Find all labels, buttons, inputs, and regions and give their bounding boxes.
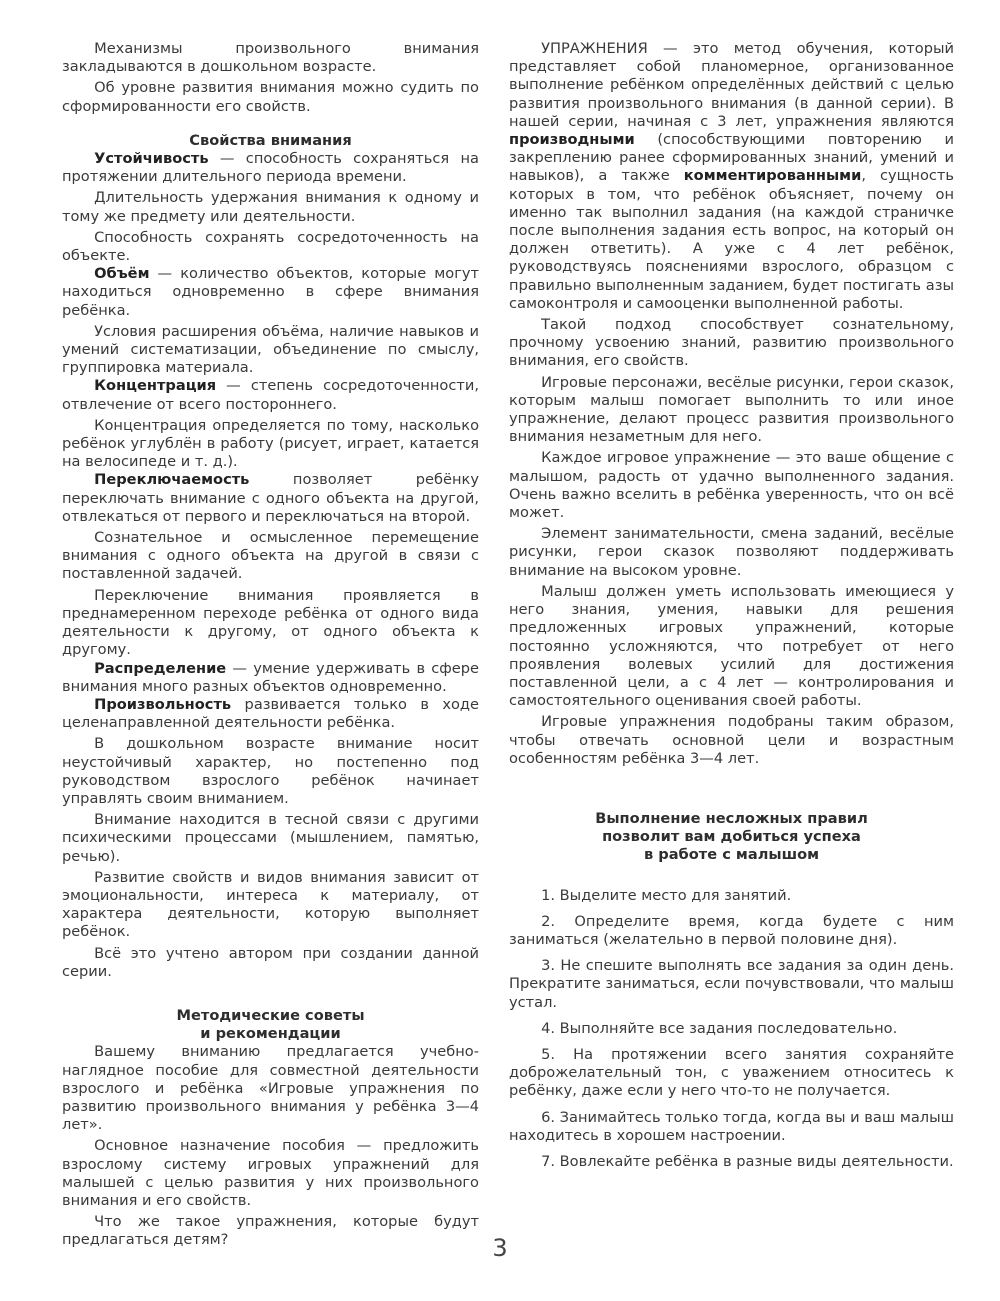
term: Распределение: [94, 659, 227, 677]
paragraph: Концентрация определяется по тому, насколько ребёнок углублён в работу (рисует, играет, катается на велосипеде и т. д.).: [62, 416, 479, 471]
list-item: 5. На протяжении всего занятия сохраняйте доброжелательный тон, с уважением относитесь к ребёнку, даже если у него что-то не получается.: [509, 1045, 954, 1100]
paragraph: УПРАЖНЕНИЯ — это метод обучения, который представляет собой планомерное, организованное выполнение ребёнком определённых действий с целью развития произвольного внимания (в данной серии). В нашей серии, начиная с 3 лет, упражнения являются производными (способствующими повторению и закреплению ранее сформированных знаний, умений и навыков), а также комментированными, сущность которых в том, что ребёнок объясняет, почему он именно так выполнил задания (на каждой страничке после выполнения задания есть вопрос, на который он должен ответить). А уже с 4 лет ребёнок, руководствуясь пояснениями взрослого, образцом с правильно выполненным заданием, будет постигать азы самоконтроля и самооценки выполненной работы.: [509, 40, 955, 312]
list-item: 3. Не спешите выполнять все задания за один день. Прекратите заниматься, если почувствовали, что малыш устал.: [509, 957, 954, 1011]
paragraph: Концентрация — степень сосредоточенности, отвлечение от всего постороннего.: [62, 377, 479, 413]
right-column: [509, 40, 954, 1179]
left-column: [62, 40, 479, 1250]
paragraph: Внимание находится в тесной связи с другими психическими процессами (мышлением, памятью, речью).: [62, 811, 479, 865]
paragraph: Всё это учтено автором при создании данной серии.: [62, 944, 479, 980]
list-item: 2. Определите время, когда будете с ним заниматься (желательно в первой половине дня).: [509, 912, 954, 948]
list-item: 6. Занимайтесь только тогда, когда вы и ваш малыш находитесь в хорошем настроении.: [509, 1108, 954, 1144]
paragraph: Сознательное и осмысленное перемещение внимания с одного объекта на другой в связи с поставленной задачей.: [62, 529, 479, 583]
term: комментированными: [683, 167, 862, 185]
section-heading: Методические советы и рекомендации: [176, 1006, 365, 1043]
paragraph: Объём — количество объектов, которые могут находиться одновременно в сфере внимания ребёнка.: [62, 265, 479, 319]
term: Устойчивость: [94, 150, 209, 168]
page-number: 3: [492, 1234, 508, 1262]
list-item: 7. Вовлекайте ребёнка в разные виды деятельности.: [541, 1152, 954, 1170]
term: производными: [509, 131, 635, 149]
paragraph: Игровые персонажи, весёлые рисунки, герои сказок, которым малыш помогает выполнить то или иное упражнение, делают процесс развития произвольного внимания незаметным для него.: [509, 373, 954, 446]
paragraph: Каждое игровое упражнение — это ваше общение с малышом, радость от удачно выполненного задания. Очень важно вселить в ребёнка уверенность, что он всё может.: [509, 449, 954, 522]
paragraph: В дошкольном возрасте внимание носит неустойчивый характер, но постепенно под руководством взрослого ребёнок начинает управлять своим вниманием.: [62, 735, 479, 807]
paragraph: Переключаемость позволяет ребёнку переключать внимание с одного объекта на другой, отвлекаться от первого и переключаться на второй.: [62, 471, 479, 525]
paragraph: Устойчивость — способность сохраняться на протяжении длительного периода времени.: [62, 150, 479, 186]
paragraph: Распределение — умение удерживать в сфере внимания много разных объектов одновременно.: [62, 659, 479, 695]
term: Объём: [94, 265, 150, 283]
term: Концентрация: [94, 377, 217, 395]
paragraph: Способность сохранять сосредоточенность на объекте.: [62, 228, 479, 265]
paragraph: Механизмы произвольного внимания закладываются в дошкольном возрасте.: [62, 40, 479, 76]
paragraph: Переключение внимания проявляется в преднамеренном переходе ребёнка от одного вида деятельности к другому, от одного объекта к другому.: [62, 586, 479, 659]
paragraph: Игровые упражнения подобраны таким образом, чтобы отвечать основной цели и возрастным особенностям ребёнка 3—4 лет.: [509, 713, 954, 767]
term: Произвольность: [94, 695, 232, 713]
paragraph: Малыш должен уметь использовать имеющиеся у него знания, умения, навыки для решения предложенных игровых упражнений, которые постоянно усложняются, что потребует от него проявления волевых усилий для достижения поставленной цели, а с 4 лет — контролирования и самостоятельного оценивания своей работы.: [509, 582, 954, 710]
paragraph: Что же такое упражнения, которые будут предлагаться детям?: [62, 1213, 479, 1249]
paragraph: Основное назначение пособия — предложить взрослому систему игровых упражнений для малышей с целью развития у них произвольного внимания и его свойств.: [62, 1137, 479, 1209]
list-item: 1. Выделите место для занятий.: [541, 886, 792, 904]
paragraph: Произвольность развивается только в ходе целенаправленной деятельности ребёнка.: [62, 695, 479, 732]
section-heading: Свойства внимания: [189, 131, 352, 149]
rules-list: [509, 887, 954, 1172]
term: Переключаемость: [94, 471, 250, 489]
section-heading: Выполнение несложных правил позволит вам добиться успеха в работе с малышом: [595, 809, 868, 864]
paragraph: Развитие свойств и видов внимания зависит от эмоциональности, интереса к материалу, от характера деятельности, которую выполняет ребёнок.: [62, 868, 479, 941]
paragraph: Элемент занимательности, смена заданий, весёлые рисунки, герои сказок позволяют поддерживать внимание на высоком уровне.: [509, 525, 954, 579]
paragraph: Вашему вниманию предлагается учебно-наглядное пособие для совместной деятельности взрослого и ребёнка «Игровые упражнения по развитию произвольного внимания у ребёнка 3—4 лет».: [62, 1043, 479, 1134]
paragraph: Длительность удержания внимания к одному и тому же предмету или деятельности.: [62, 189, 479, 225]
list-item: 4. Выполняйте все задания последовательно.: [541, 1019, 898, 1037]
paragraph: Условия расширения объёма, наличие навыков и умений систематизации, объединение по смыслу, группировка материала.: [62, 322, 479, 377]
paragraph: Такой подход способствует сознательному, прочному усвоению знаний, развитию произвольного внимания, его свойств.: [509, 316, 954, 370]
paragraph: Об уровне развития внимания можно судить по сформированности его свойств.: [62, 79, 479, 115]
